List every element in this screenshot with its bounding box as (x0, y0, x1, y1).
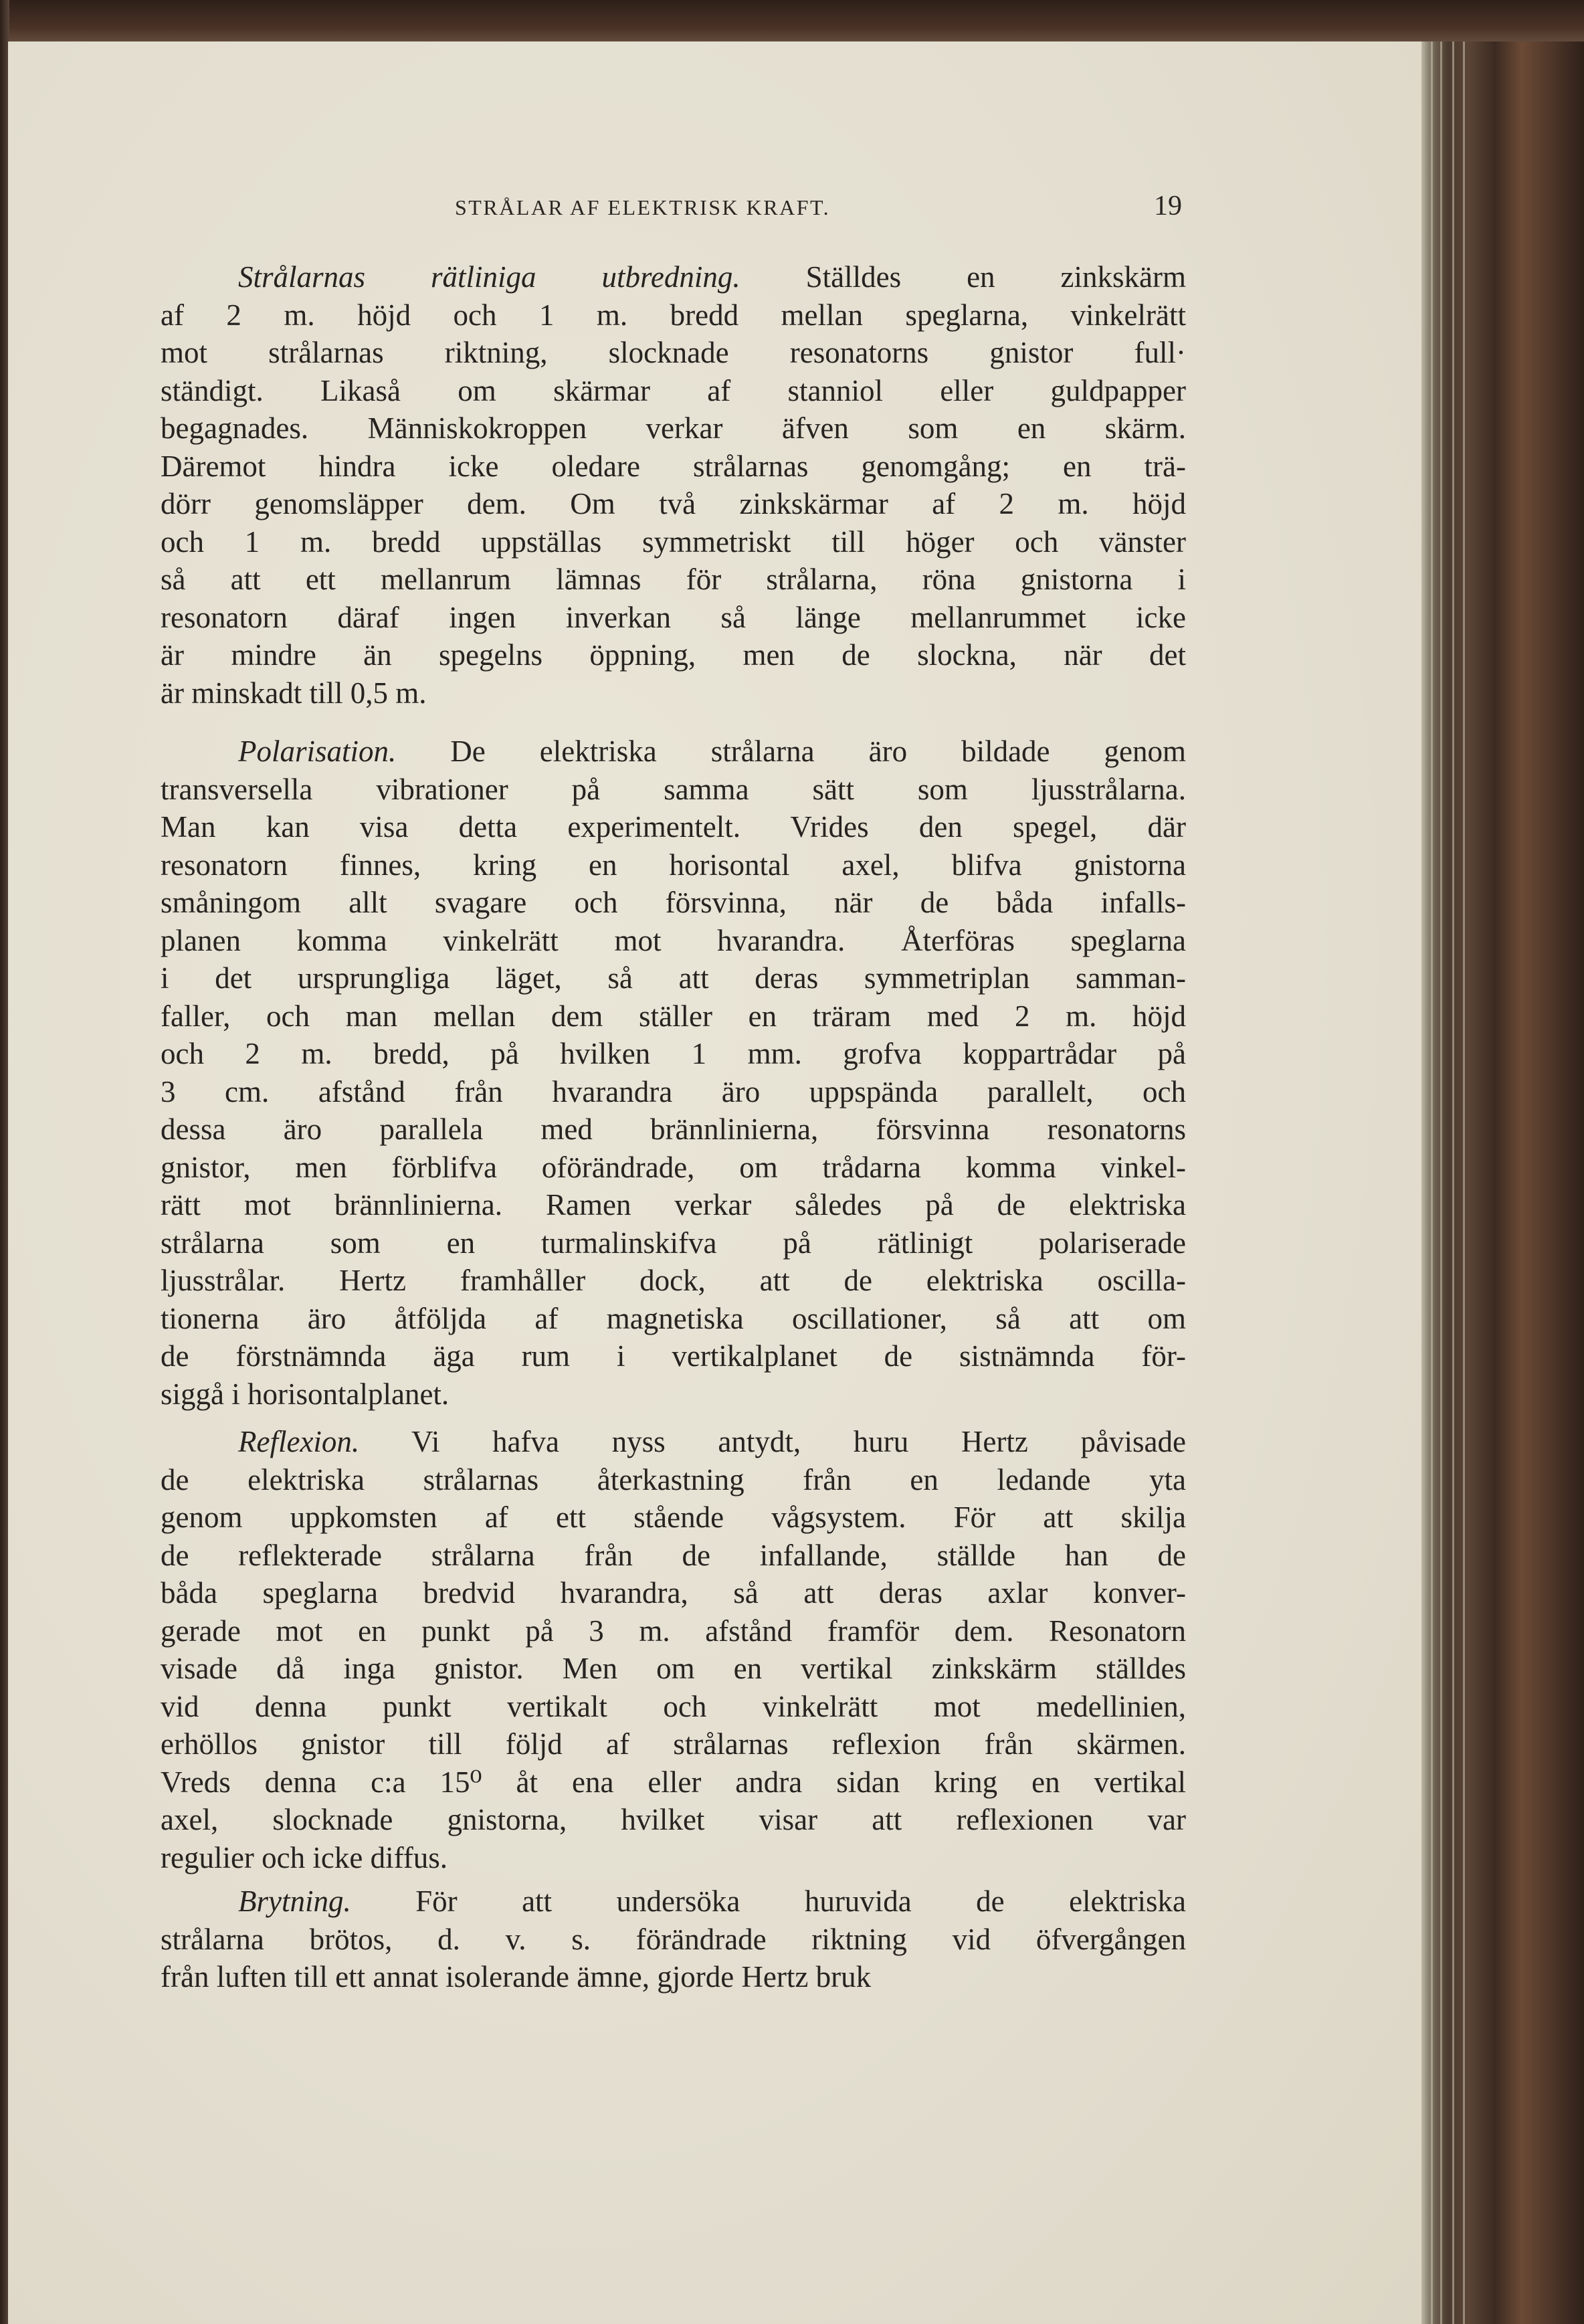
line-text: ständigt. Likaså om skärmar af stanniol eller guldpapper (161, 373, 1186, 407)
paragraph-polarisation (161, 733, 1186, 1413)
line-text: Ställdes en zinkskärm (740, 260, 1186, 294)
line-text: strålarna brötos, d. v. s. förändrade riktning vid öfvergången (161, 1922, 1186, 1956)
paragraph-brytning (161, 1882, 1186, 1996)
line-text: rätt mot brännlinierna. Ramen verkar således på de elektriska (161, 1188, 1186, 1222)
line-text: ljusstrålar. Hertz framhåller dock, att de elektriska oscilla- (161, 1264, 1186, 1297)
text-line (161, 1958, 1186, 1996)
line-text: de förstnämnda äga rum i vertikalplanet de sistnämnda för- (161, 1339, 1186, 1373)
line-text: af 2 m. höjd och 1 m. bredd mellan speglarna, vinkelrätt (161, 298, 1186, 332)
text-line (161, 1300, 1186, 1338)
text-line (161, 959, 1186, 997)
line-text: resonatorn däraf ingen inverkan så länge mellanrummet icke (161, 600, 1186, 634)
line-text: transversella vibrationer på samma sätt som ljusstrålarna. (161, 772, 1186, 806)
text-line (161, 884, 1186, 922)
line-text: begagnades. Människokroppen verkar äfven som en skärm. (161, 411, 1186, 445)
line-text: gerade mot en punkt på 3 m. afstånd framför dem. Resonatorn (161, 1614, 1186, 1648)
line-text: båda speglarna bredvid hvarandra, så att deras axlar konver- (161, 1576, 1186, 1610)
line-text: de elektriska strålarnas återkastning från en ledande yta (161, 1462, 1186, 1496)
text-line (161, 1763, 1186, 1802)
text-line (161, 1224, 1186, 1262)
line-text: Däremot hindra icke oledare strålarnas genomgång; en trä- (161, 449, 1186, 483)
line-text: så att ett mellanrum lämnas för strålarna, röna gnistorna i (161, 563, 1186, 596)
page-number: 19 (1154, 191, 1182, 221)
text-line (161, 1537, 1186, 1575)
line-text: regulier och icke diffus. (161, 1840, 448, 1874)
text-line (161, 1882, 1186, 1921)
paragraph-stralarnas-ratliniga-utbredning (161, 258, 1186, 712)
line-text: och 2 m. bredd, på hvilken 1 mm. grofva koppartrådar på (161, 1037, 1186, 1070)
text-line (161, 733, 1186, 771)
text-line (161, 1461, 1186, 1499)
line-text: siggå i horisontalplanet. (161, 1377, 450, 1411)
section-heading: Brytning. (238, 1884, 351, 1918)
text-line (161, 1498, 1186, 1537)
text-line (161, 1149, 1186, 1187)
line-text: tionerna äro åtföljda af magnetiska oscillationer, så att om (161, 1301, 1186, 1335)
text-line (161, 334, 1186, 372)
line-text: Vi hafva nyss antydt, huru Hertz påvisade (359, 1425, 1186, 1458)
line-text: De elektriska strålarna äro bildade genom (396, 735, 1186, 768)
text-line (161, 997, 1186, 1036)
text-line (161, 296, 1186, 334)
line-text: i det ursprungliga läget, så att deras symmetriplan samman- (161, 961, 1186, 995)
line-text: planen komma vinkelrätt mot hvarandra. Återföras speglarna (161, 923, 1186, 957)
text-line (161, 808, 1186, 846)
text-line (161, 1073, 1186, 1111)
text-line (161, 1035, 1186, 1073)
text-line (161, 1574, 1186, 1612)
line-text: vid denna punkt vertikalt och vinkelrätt mot medellinien, (161, 1689, 1186, 1723)
line-text: 3 cm. afstånd från hvarandra äro uppspända parallelt, och (161, 1074, 1186, 1108)
text-line (161, 409, 1186, 448)
text-line (161, 1801, 1186, 1839)
line-text: de reflekterade strålarna från de infallande, ställde han de (161, 1538, 1186, 1572)
section-heading: Polarisation. (238, 735, 397, 768)
text-line (161, 1725, 1186, 1763)
text-line (161, 372, 1186, 410)
scan-top-border (0, 0, 1584, 47)
line-text: Vreds denna c:a 15⁰ åt ena eller andra sidan kring en vertikal (161, 1765, 1186, 1799)
line-text: dörr genomsläpper dem. Om två zinkskärmar af 2 m. höjd (161, 487, 1186, 520)
book-page-edges (1421, 41, 1584, 2324)
text-line (161, 1921, 1186, 1959)
text-line (161, 1688, 1186, 1726)
text-line (161, 448, 1186, 486)
line-text: är minskadt till 0,5 m. (161, 676, 427, 710)
section-heading: Reflexion. (238, 1425, 360, 1458)
running-title: STRÅLAR AF ELEKTRISK KRAFT. (455, 195, 831, 219)
line-text: axel, slocknade gnistorna, hvilket visar att reflexionen var (161, 1803, 1186, 1836)
section-heading: Strålarnas rätliniga utbredning. (238, 260, 740, 294)
text-line (161, 523, 1186, 561)
line-text: erhöllos gnistor till följd af strålarnas reflexion från skärmen. (161, 1727, 1186, 1761)
paragraph-reflexion (161, 1423, 1186, 1876)
line-text: dessa äro parallela med brännlinierna, försvinna resonatorns (161, 1112, 1186, 1146)
line-text: mot strålarnas riktning, slocknade resonatorns gnistor full· (161, 336, 1186, 369)
text-line (161, 1337, 1186, 1375)
text-line (161, 485, 1186, 523)
line-text: genom uppkomsten af ett stående vågsystem. För att skilja (161, 1500, 1186, 1534)
line-text: gnistor, men förblifva oförändrade, om trådarna komma vinkel- (161, 1150, 1186, 1184)
line-text: är mindre än spegelns öppning, men de slockna, när det (161, 638, 1186, 672)
line-text: småningom allt svagare och försvinna, när de båda infalls- (161, 886, 1186, 919)
line-text: resonatorn finnes, kring en horisontal axel, blifva gnistorna (161, 848, 1186, 882)
text-line (161, 1375, 1186, 1414)
text-line (161, 599, 1186, 637)
text-line (161, 1262, 1186, 1300)
line-text: visade då inga gnistor. Men om en vertikal zinkskärm ställdes (161, 1652, 1186, 1685)
text-line (161, 1612, 1186, 1650)
line-text: och 1 m. bredd uppställas symmetriskt till höger och vänster (161, 524, 1186, 559)
text-line (161, 846, 1186, 884)
text-line (161, 1839, 1186, 1877)
text-line (161, 771, 1186, 809)
text-line (161, 1186, 1186, 1224)
text-line (161, 561, 1186, 599)
line-text: faller, och man mellan dem ställer en träram med 2 m. höjd (161, 999, 1186, 1033)
line-text: från luften till ett annat isolerande ämne, gjorde Hertz bruk (161, 1960, 872, 1994)
text-line (161, 1110, 1186, 1149)
text-line (161, 922, 1186, 960)
text-line (161, 1423, 1186, 1461)
text-line (161, 258, 1186, 296)
line-text: För att undersöka huruvida de elektriska (351, 1884, 1186, 1918)
line-text: Man kan visa detta experimentelt. Vrides den spegel, där (161, 810, 1186, 844)
text-line (161, 674, 1186, 712)
text-line (161, 636, 1186, 674)
text-line (161, 1650, 1186, 1688)
line-text: strålarna som en turmalinskifva på rätlinigt polariserade (161, 1226, 1186, 1260)
